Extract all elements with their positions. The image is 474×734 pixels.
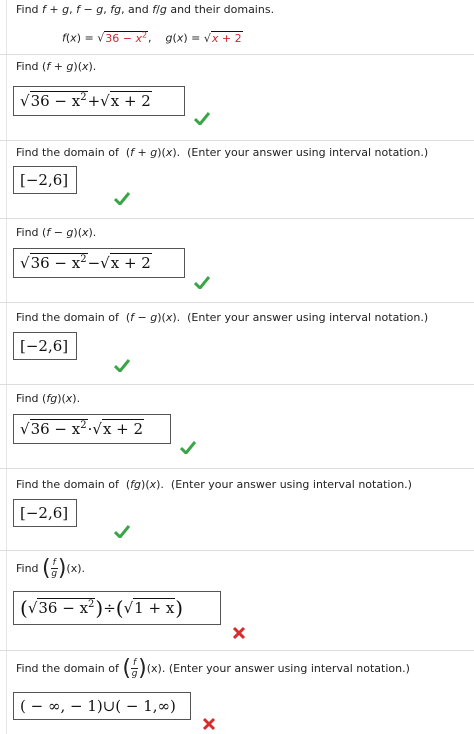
check-icon — [114, 359, 130, 372]
f-over-g-fraction: $\frac{f}{g}$ — [51, 558, 58, 579]
answer-box-domain-fg[interactable]: [−2,6] — [13, 499, 77, 527]
question-prompt: Find (fg)(x). — [16, 392, 81, 405]
f-radical: $√36 - x^2$ — [97, 30, 148, 45]
intro-text: Find f + g, f − g, fg, and f/g and their domains. — [16, 3, 275, 16]
answer-box-f-minus-g[interactable]: √ $36 - x^2$ − √ x + 2 — [13, 248, 185, 278]
divider — [0, 140, 474, 141]
divider — [0, 468, 474, 469]
x-mark-icon — [202, 717, 216, 731]
check-icon — [114, 525, 130, 538]
check-icon — [194, 112, 210, 125]
question-prompt: Find the domain of (f − g)(x). (Enter your answer using interval notation.) — [16, 311, 429, 324]
f-over-g-fraction: $\frac{f}{g}$ — [131, 658, 138, 679]
divider — [0, 384, 474, 385]
divider — [0, 54, 474, 55]
answer-box-fg[interactable]: √ $36 - x^2$ · √ x + 2 — [13, 414, 171, 444]
answer-box-domain-f-plus-g[interactable]: [−2,6] — [13, 166, 77, 194]
question-prompt: Find the domain of (fg)(x). (Enter your answer using interval notation.) — [16, 478, 412, 491]
divider — [0, 550, 474, 551]
check-icon — [194, 276, 210, 289]
answer-box-f-plus-g[interactable]: √ $36 - x^2$ + √ x + 2 — [13, 86, 185, 116]
question-prompt: Find the domain of (f + g)(x). (Enter your answer using interval notation.) — [16, 146, 429, 159]
divider — [0, 650, 474, 651]
question-prompt: Find (f + g)(x). — [16, 60, 97, 73]
check-icon — [180, 441, 196, 454]
left-gutter — [6, 0, 7, 734]
answer-box-f-div-g[interactable]: ( √ $36 - x^2$ ) ÷ ( √ 1 + x ) — [13, 591, 221, 625]
answer-box-domain-f-minus-g[interactable]: [−2,6] — [13, 332, 77, 360]
divider — [0, 302, 474, 303]
function-definitions: $f(x) = √36 - x^2$, g(x) = √x + 2 — [62, 30, 242, 45]
divider — [0, 218, 474, 219]
question-prompt: Find the domain of ( $\frac{f}{g}$ ) (x). (Enter your answer using interval notation.) — [16, 655, 410, 681]
question-prompt: Find ( $\frac{f}{g}$ ) (x). — [16, 555, 85, 581]
g-radical: √x + 2 — [203, 31, 242, 45]
x-mark-icon — [232, 626, 246, 640]
question-prompt: Find (f − g)(x). — [16, 226, 97, 239]
answer-box-domain-f-div-g[interactable]: ( − ∞, − 1)∪( − 1,∞) — [13, 692, 191, 720]
check-icon — [114, 192, 130, 205]
